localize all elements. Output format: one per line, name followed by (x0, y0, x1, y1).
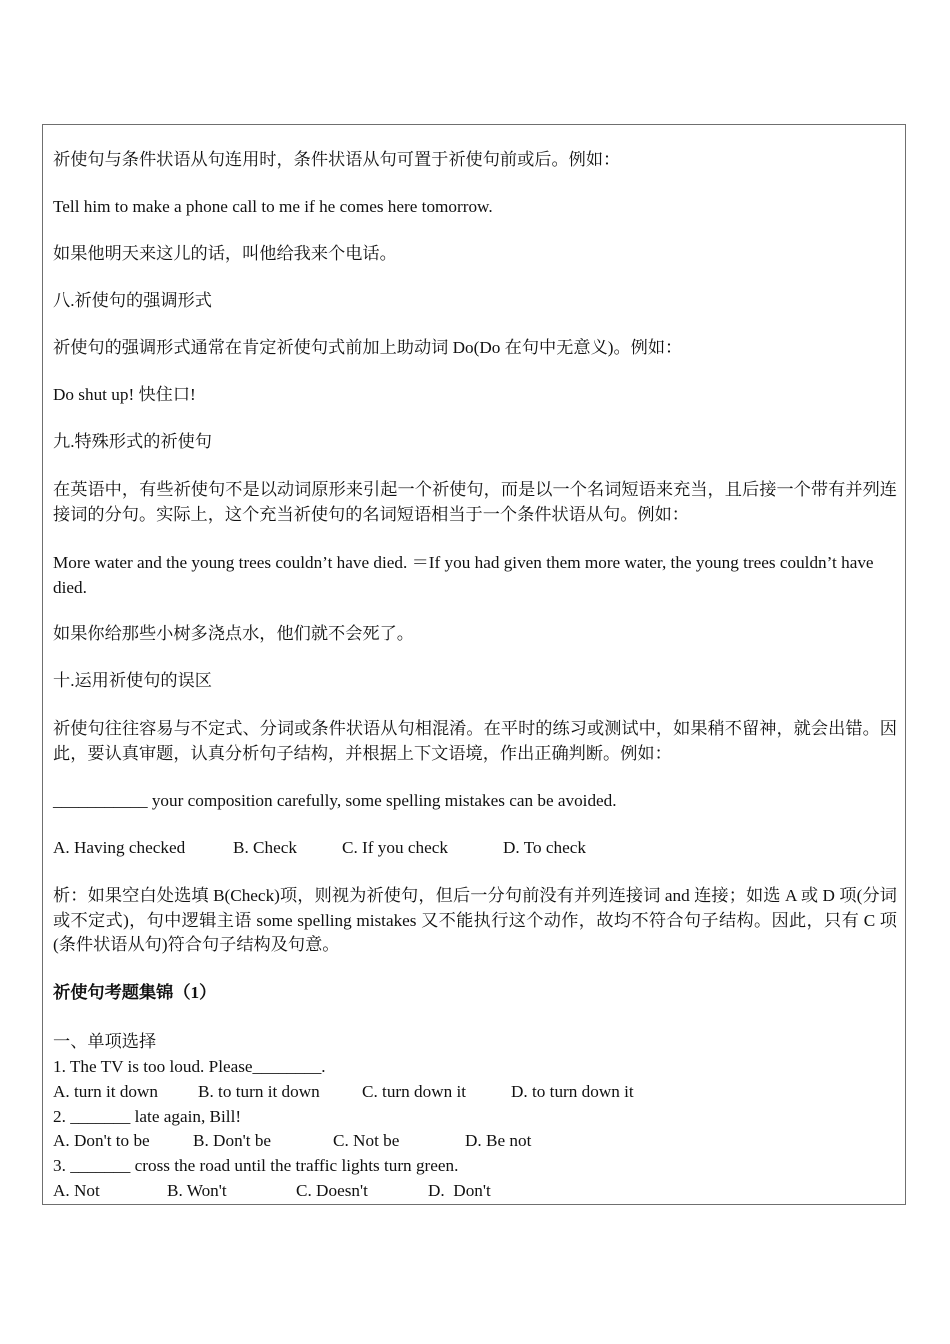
option-c: C. If you check (342, 838, 448, 857)
option-d: D. To check (503, 838, 586, 857)
option-b: B. Don't be (193, 1131, 272, 1150)
option-a: A. Having checked (53, 838, 186, 857)
option-d: D. Don't (428, 1181, 491, 1200)
option-a: A. turn it down (53, 1082, 159, 1101)
answer-options (53, 836, 897, 861)
question-2: 2. _______ late again, Bill! (53, 1107, 242, 1126)
question-2-options (53, 1129, 897, 1154)
option-a: A. Not (53, 1181, 100, 1200)
question-1: 1. The TV is too loud. Please________. (53, 1057, 326, 1076)
option-b: B. to turn it down (198, 1082, 320, 1101)
option-a: A. Don't to be (53, 1131, 150, 1150)
section-title: 祈使句考题集锦（1） (53, 983, 217, 1002)
option-c: C. Doesn't (296, 1181, 368, 1200)
example-sentence: Tell him to make a phone call to me if he comes here tomorrow. (53, 197, 493, 216)
paragraph: 祈使句的强调形式通常在肯定祈使句式前加上助动词 Do(Do 在句中无意义)。例如： (53, 338, 683, 357)
paragraph: 在英语中，有些祈使句不是以动词原形来引起一个祈使句，而是以一个名词短语来充当，且后接一个带有并列连接词的分句。实际上，这个充当祈使句的名词短语相当于一个条件状语从句。例如： (53, 480, 897, 524)
question-3: 3. _______ cross the road until the traffic lights turn green. (53, 1156, 459, 1175)
question-3-options (53, 1179, 897, 1204)
paragraph: 祈使句与条件状语从句连用时，条件状语从句可置于祈使句前或后。例如： (53, 150, 621, 169)
option-b: B. Won't (167, 1181, 227, 1200)
translation: 如果你给那些小树多浇点水，他们就不会死了。 (53, 624, 414, 643)
section-heading: 九.特殊形式的祈使句 (53, 432, 212, 451)
section-heading: 十.运用祈使句的误区 (53, 671, 212, 690)
example-sentence: More water and the young trees couldn’t have died. ＝If you had given them more water, the young trees couldn’t have died. (53, 553, 874, 597)
question-1-options (53, 1080, 897, 1105)
option-c: C. Not be (333, 1131, 400, 1150)
analysis-paragraph: 析：如果空白处选填 B(Check)项，则视为祈使句，但后一分句前没有并列连接词 and 连接；如选 A 或 D 项(分词或不定式)，句中逻辑主语 some spelling mistakes 又不能执行这个动作，故均不符合句子结构。因此，只有 C 项(条件状语从句)符合句子结构及句意。 (53, 886, 897, 955)
document-frame (42, 124, 906, 1205)
question-stem: ___________ your composition carefully, some spelling mistakes can be avoided. (53, 791, 617, 810)
option-c: C. turn down it (362, 1082, 467, 1101)
section-subtitle: 一、单项选择 (53, 1032, 157, 1051)
option-d: D. Be not (465, 1131, 532, 1150)
example-sentence: Do shut up! 快住口! (53, 385, 196, 404)
option-d: D. to turn down it (511, 1082, 634, 1101)
paragraph: 祈使句往往容易与不定式、分词或条件状语从句相混淆。在平时的练习或测试中，如果稍不留神，就会出错。因此，要认真审题，认真分析句子结构，并根据上下文语境，作出正确判断。例如： (53, 719, 897, 763)
translation: 如果他明天来这儿的话，叫他给我来个电话。 (53, 244, 397, 263)
option-b: B. Check (233, 838, 297, 857)
section-heading: 八.祈使句的强调形式 (53, 291, 212, 310)
